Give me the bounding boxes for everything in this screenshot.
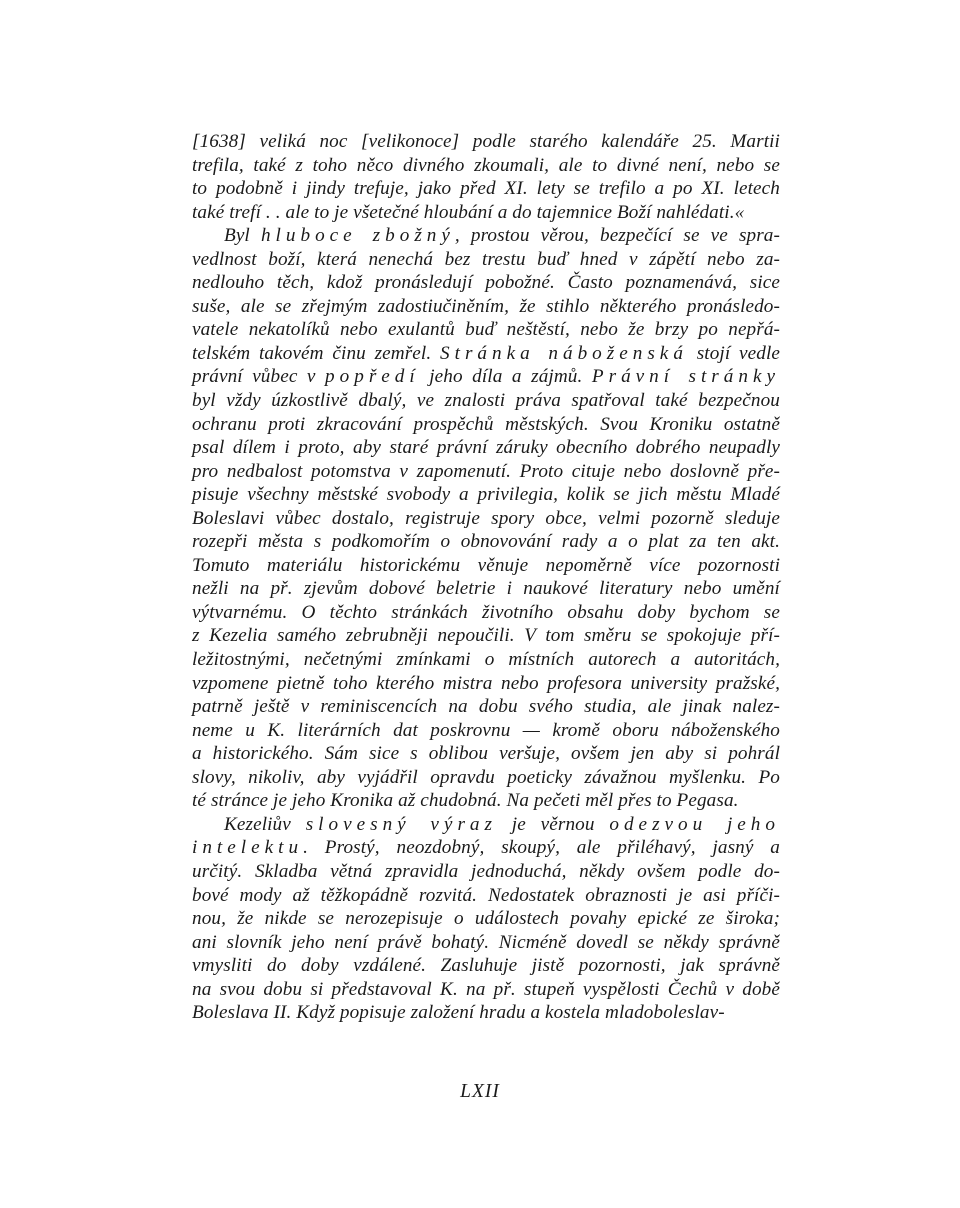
text-segment: té stránce je jeho Kronika až chudobná. Na pečeti měl přes to Pegasa. bbox=[192, 790, 739, 812]
text-line bbox=[192, 907, 780, 931]
text-segment: právní vůbec v bbox=[192, 366, 326, 388]
text-segment: a historického. Sám sice s oblibou veršuje, ovšem jen aby si pohrál bbox=[192, 743, 780, 765]
text-line bbox=[192, 130, 780, 154]
text-segment: určitý. Skladba větná zpravidla jednoduchá, někdy ovšem podle do- bbox=[192, 860, 780, 882]
text-segment: nedlouho těch, kdož pronásledují pobožné. Často poznamenává, sice bbox=[192, 272, 780, 294]
body-text bbox=[192, 130, 780, 1025]
text-segment: stojí vedle bbox=[687, 342, 780, 364]
text-segment: na svou dobu si představoval K. na př. stupeň vyspělosti Čechů v době bbox=[192, 978, 780, 1000]
text-segment: také trefí . . ale to je všetečné hloubání a do tajemnice Boží nahlédati.« bbox=[192, 201, 745, 223]
text-line bbox=[192, 483, 780, 507]
text-line bbox=[192, 295, 780, 319]
text-segment: psal dílem i proto, aby staré právní záruky obecního dobrého neupadly bbox=[192, 437, 780, 459]
text-segment: rozepři města s podkomořím o obnovování rady a o plat za ten akt. bbox=[192, 531, 780, 553]
text-segment: neme u K. literárních dat poskrovnu — kromě oboru náboženského bbox=[192, 719, 780, 741]
text-segment: suše, ale se zřejmým zadostiučiněním, že stihlo některého pronásledo- bbox=[192, 295, 780, 317]
text-line bbox=[192, 672, 780, 696]
text-line bbox=[192, 742, 780, 766]
text-segment: byl vždy úzkostlivě dbalý, ve znalosti práva spatřoval také bezpečnou bbox=[192, 390, 780, 412]
text-segment: je věrnou bbox=[496, 813, 610, 835]
text-line bbox=[192, 789, 780, 813]
emphasized-text: hluboce zbožný bbox=[260, 225, 455, 247]
text-line bbox=[192, 389, 780, 413]
page-number: LXII bbox=[460, 1081, 500, 1102]
text-segment: jeho díla a zájmů. bbox=[419, 366, 592, 388]
text-line bbox=[192, 954, 780, 978]
text-segment: vatele nekatolíků nebo exulantů buď neštěstí, nebo že brzy po nepřá- bbox=[192, 319, 780, 341]
text-line bbox=[192, 577, 780, 601]
text-line bbox=[192, 318, 780, 342]
text-segment: trefila, také z toho něco divného zkoumali, ale to divné není, nebo se bbox=[192, 154, 780, 176]
text-line bbox=[192, 648, 780, 672]
text-line bbox=[192, 177, 780, 201]
text-segment: vzpomene pietně toho kterého mistra nebo profesora university pražské, bbox=[192, 672, 780, 694]
text-segment: vedlnost boží, která nenechá bez trestu buď hned v zápětí nebo za- bbox=[192, 248, 780, 270]
text-segment: [1638] veliká noc [velikonoce] podle starého kalendáře 25. Martii bbox=[192, 131, 780, 152]
text-line bbox=[192, 978, 780, 1002]
text-segment: výtvarnému. O těchto stránkách životního obsahu doby bychom se bbox=[192, 601, 780, 623]
emphasized-text: popředí bbox=[325, 366, 420, 388]
text-line bbox=[192, 530, 780, 554]
text-line bbox=[192, 154, 780, 178]
emphasized-text: intelektu bbox=[192, 837, 304, 859]
emphasized-text: Právní stránky bbox=[591, 366, 780, 388]
text-line bbox=[192, 813, 780, 837]
text-line bbox=[192, 836, 780, 860]
text-segment: . Prostý, neozdobný, skoupý, ale přiléhavý, jasný a bbox=[303, 837, 780, 859]
text-segment: pisuje všechny městské svobody a privilegia, kolik se jich městu Mladé bbox=[192, 484, 780, 506]
text-line bbox=[192, 342, 780, 366]
text-segment: ochranu proti zkracování prospěchů městských. Svou Kroniku ostatně bbox=[192, 413, 780, 435]
text-line bbox=[192, 860, 780, 884]
text-segment: bové mody až těžkopádně rozvitá. Nedostatek obraznosti je asi příči- bbox=[192, 884, 780, 906]
text-line bbox=[192, 601, 780, 625]
text-line bbox=[192, 460, 780, 484]
text-line bbox=[192, 436, 780, 460]
text-segment: telském takovém činu zemřel. bbox=[192, 342, 441, 364]
text-segment: pro nedbalost potomstva v zapomenutí. Proto cituje nebo doslovně pře- bbox=[192, 460, 780, 482]
text-line bbox=[192, 554, 780, 578]
text-segment: Tomuto materiálu historickému věnuje nepoměrně více pozornosti bbox=[192, 554, 780, 576]
text-line bbox=[192, 507, 780, 531]
text-line bbox=[192, 271, 780, 295]
text-line bbox=[192, 201, 780, 225]
text-segment: Boleslavi vůbec dostalo, registruje spory obce, velmi pozorně sleduje bbox=[192, 507, 780, 529]
text-segment: Boleslava II. Když popisuje založení hradu a kostela mladoboleslav- bbox=[192, 1002, 725, 1024]
text-line bbox=[192, 719, 780, 743]
text-segment: z Kezelia samého zebrubněji nepoučili. V tom směru se spokojuje pří- bbox=[192, 625, 780, 647]
text-line bbox=[192, 248, 780, 272]
text-line bbox=[192, 413, 780, 437]
text-line bbox=[192, 1001, 780, 1025]
text-segment: nežli na př. zjevům dobové beletrie i naukové literatury nebo umění bbox=[192, 578, 780, 600]
text-segment: , prostou věrou, bezpečící se ve spra- bbox=[454, 225, 780, 247]
text-segment: nou, že nikde se nerozepisuje o událostech povahy epické ze široka; bbox=[192, 908, 780, 930]
text-line bbox=[192, 224, 780, 248]
text-line bbox=[192, 365, 780, 389]
text-line bbox=[192, 766, 780, 790]
text-line bbox=[192, 931, 780, 955]
text-segment: ležitostnými, nečetnými zmínkami o místních autorech a autoritách, bbox=[192, 649, 780, 671]
text-segment: vmysliti do doby vzdálené. Zasluhuje jistě pozornosti, jak správně bbox=[192, 955, 780, 977]
text-segment: ani slovník jeho není právě bohatý. Nicméně dovedl se někdy správně bbox=[192, 931, 780, 953]
text-segment: Byl bbox=[224, 225, 261, 247]
text-segment: Kezeliův bbox=[224, 813, 306, 835]
text-segment: patrně ještě v reminiscencích na dobu svého studia, ale jinak nalez- bbox=[192, 696, 780, 718]
emphasized-text: Stránka náboženská bbox=[440, 342, 688, 364]
text-line bbox=[192, 695, 780, 719]
text-segment: to podobně i jindy trefuje, jako před XI. lety se trefilo a po XI. letech bbox=[192, 178, 780, 200]
text-line bbox=[192, 624, 780, 648]
emphasized-text: slovesný výraz bbox=[305, 813, 497, 835]
text-segment: slovy, nikoliv, aby vyjádřil opravdu poeticky závažnou myšlenku. Po bbox=[192, 766, 780, 788]
text-line bbox=[192, 884, 780, 908]
emphasized-text: odezvou jeho bbox=[609, 813, 780, 835]
